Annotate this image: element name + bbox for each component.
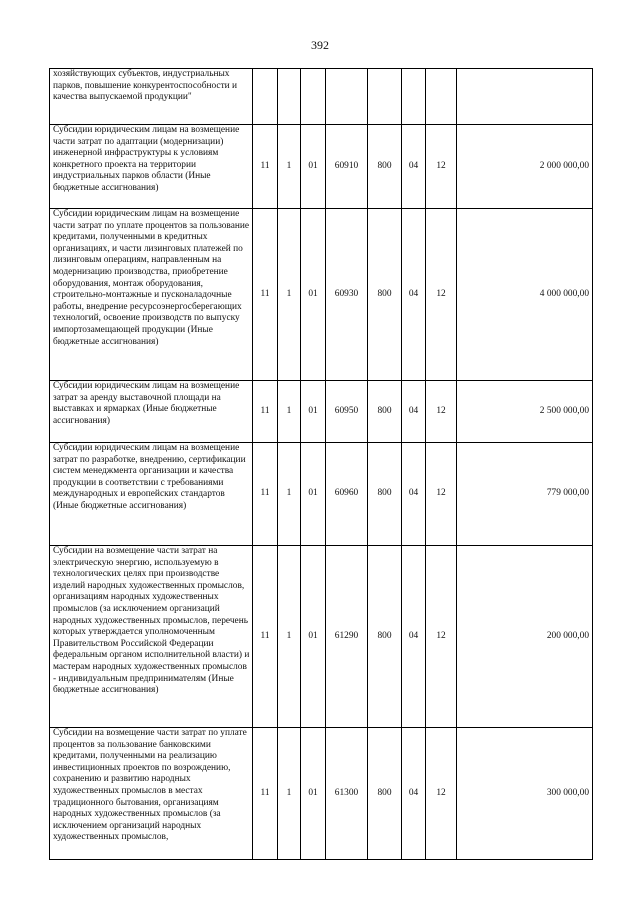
cell-expense-type: 800 (368, 209, 402, 381)
cell-amount (457, 69, 593, 125)
cell-program: 11 (253, 546, 278, 728)
cell-amount: 2 000 000,00 (457, 125, 593, 209)
cell-activity: 01 (301, 125, 326, 209)
cell-subsection: 12 (426, 209, 457, 381)
table-row (50, 125, 593, 209)
cell-direction: 60950 (326, 381, 368, 443)
cell-direction (326, 69, 368, 125)
table-row (50, 381, 593, 443)
cell-amount: 200 000,00 (457, 546, 593, 728)
cell-expense-type: 800 (368, 546, 402, 728)
row-name: хозяйствующих субъектов, индустриальных парков, повышение конкурентоспособности и качества выпускаемой продукции" (50, 69, 253, 125)
cell-section: 04 (402, 443, 426, 546)
row-name: Субсидии юридическим лицам на возмещение части затрат по адаптации (модернизации) инженерной инфраструктуры к условиям конкретного проекта на территории индустриальных парков области (Иные бюджетные ассигнования) (50, 125, 253, 209)
cell-subsection: 12 (426, 728, 457, 860)
cell-expense-type: 800 (368, 443, 402, 546)
cell-activity: 01 (301, 209, 326, 381)
cell-direction: 61300 (326, 728, 368, 860)
cell-direction: 60930 (326, 209, 368, 381)
cell-subprogram: 1 (278, 125, 301, 209)
cell-subsection (426, 69, 457, 125)
cell-direction: 60910 (326, 125, 368, 209)
cell-program (253, 69, 278, 125)
cell-subsection: 12 (426, 381, 457, 443)
cell-subprogram: 1 (278, 209, 301, 381)
budget-table (49, 68, 593, 860)
cell-expense-type: 800 (368, 728, 402, 860)
cell-program: 11 (253, 728, 278, 860)
cell-subprogram: 1 (278, 381, 301, 443)
row-name: Субсидии на возмещение части затрат на электрическую энергию, используемую в технологических целях при производстве изделий народных художественных промыслов, организациям народных художественных промыслов (за исключением организаций народных художественных промыслов, перечень которых утверждается уполномоченным Правительством Российской Федерации федеральным органом исполнительной власти) и мастерам народных художественных промыслов - индивидуальным предпринимателям (Иные бюджетные ассигнования) (50, 546, 253, 728)
cell-subsection: 12 (426, 443, 457, 546)
cell-subprogram: 1 (278, 443, 301, 546)
cell-direction: 61290 (326, 546, 368, 728)
cell-section: 04 (402, 728, 426, 860)
cell-program: 11 (253, 443, 278, 546)
table-row (50, 209, 593, 381)
table-row (50, 546, 593, 728)
table-row (50, 69, 593, 125)
cell-section: 04 (402, 125, 426, 209)
cell-activity: 01 (301, 728, 326, 860)
cell-program: 11 (253, 125, 278, 209)
cell-section: 04 (402, 209, 426, 381)
cell-subprogram: 1 (278, 728, 301, 860)
row-name: Субсидии юридическим лицам на возмещение части затрат по уплате процентов за пользование кредитами, полученными в кредитных организациях, и части лизинговых платежей по лизинговым операциям, направленным на модернизацию производства, приобретение оборудования, монтаж оборудования, строительно-монтажные и пусконаладочные работы, внедрение ресурсоэнергосберегающих технологий, освоение производств по выпуску импортозамещающей продукции (Иные бюджетные ассигнования) (50, 209, 253, 381)
cell-activity: 01 (301, 381, 326, 443)
cell-amount: 300 000,00 (457, 728, 593, 860)
cell-expense-type: 800 (368, 381, 402, 443)
cell-subprogram (278, 69, 301, 125)
cell-expense-type (368, 69, 402, 125)
table-row (50, 728, 593, 860)
cell-subsection: 12 (426, 546, 457, 728)
cell-amount: 4 000 000,00 (457, 209, 593, 381)
page-number: 392 (311, 38, 329, 52)
cell-section: 04 (402, 381, 426, 443)
table-row (50, 443, 593, 546)
cell-direction: 60960 (326, 443, 368, 546)
cell-program: 11 (253, 209, 278, 381)
cell-amount: 2 500 000,00 (457, 381, 593, 443)
row-name: Субсидии юридическим лицам на возмещение затрат за аренду выставочной площади на выставках и ярмарках (Иные бюджетные ассигнования) (50, 381, 253, 443)
cell-activity: 01 (301, 443, 326, 546)
row-name: Субсидии на возмещение части затрат по уплате процентов за пользование банковскими кредитами, полученными на реализацию инвестиционных проектов по возрождению, сохранению и развитию народных художественных промыслов в местах традиционного бытования, организациям народных художественных промыслов (за исключением организаций народных художественных промыслов, (50, 728, 253, 860)
cell-program: 11 (253, 381, 278, 443)
cell-activity: 01 (301, 546, 326, 728)
cell-subprogram: 1 (278, 546, 301, 728)
cell-subsection: 12 (426, 125, 457, 209)
cell-activity (301, 69, 326, 125)
cell-section (402, 69, 426, 125)
row-name: Субсидии юридическим лицам на возмещение затрат по разработке, внедрению, сертификации систем менеджмента организации и качества продукции в соответствии с требованиями международных и европейских стандартов (Иные бюджетные ассигнования) (50, 443, 253, 546)
cell-section: 04 (402, 546, 426, 728)
cell-expense-type: 800 (368, 125, 402, 209)
cell-amount: 779 000,00 (457, 443, 593, 546)
